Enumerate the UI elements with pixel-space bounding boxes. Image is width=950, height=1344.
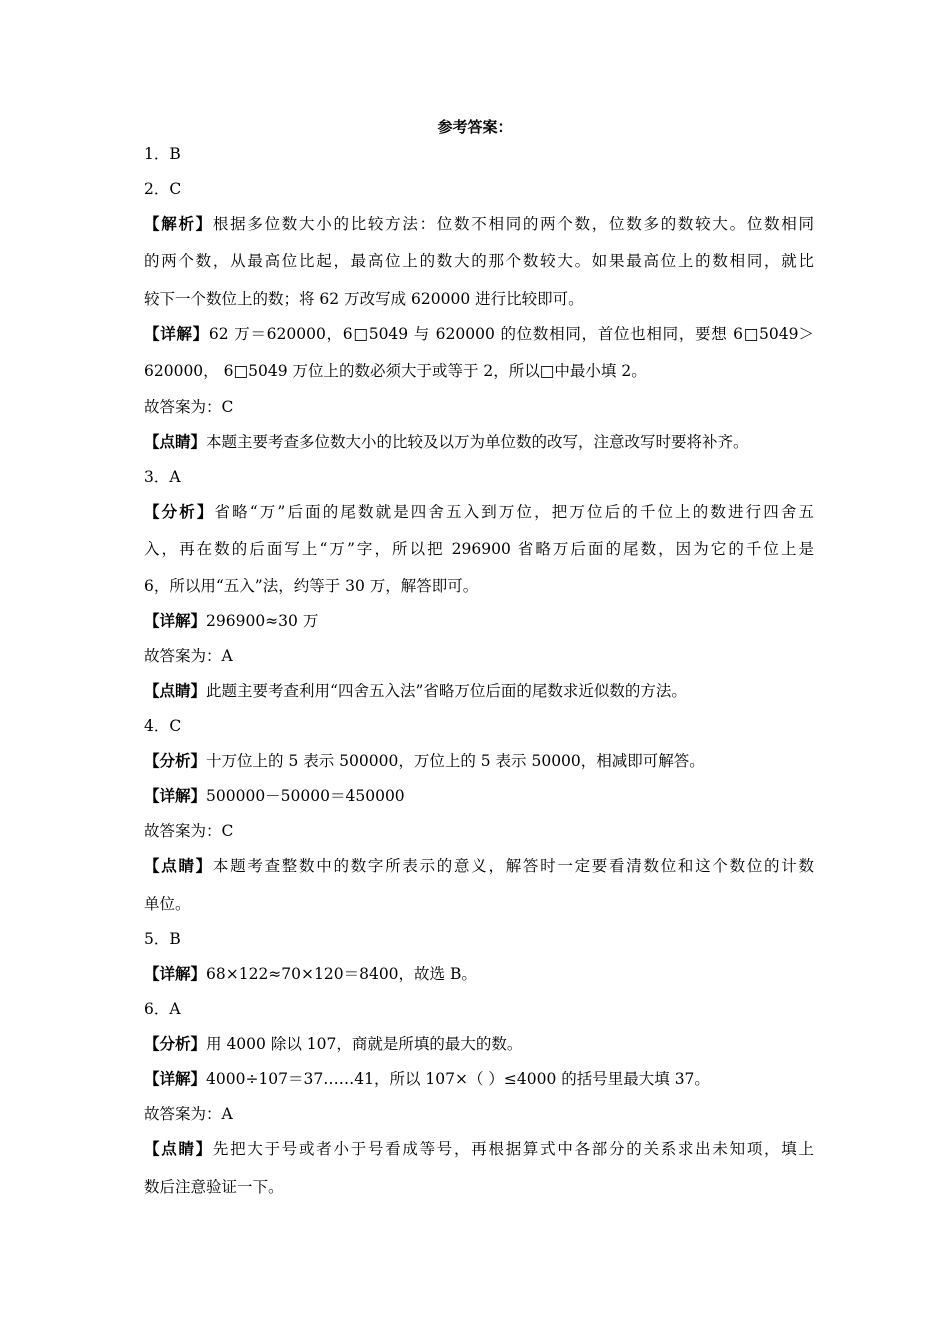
analysis-line-cont: 入，再在数的后面写上“万”字，所以把 296900 省略万后面的尾数，因为它的千位上是	[144, 540, 814, 558]
analysis-line: 【分析】十万位上的 5 表示 500000，万位上的 5 表示 50000，相减即可解答。	[144, 751, 705, 770]
answer-conclusion: 故答案为：C	[144, 822, 234, 840]
detail-tag: 【详解】	[144, 324, 209, 343]
detail-tag: 【详解】	[144, 786, 207, 805]
detail-tag: 【详解】	[144, 1069, 207, 1088]
analysis-line: 【分析】省略“万”后面的尾数就是四舍五入到万位，把万位后的千位上的数进行四舍五	[144, 502, 814, 521]
comment-tag: 【点睛】	[144, 432, 207, 451]
page-title: 参考答案：	[437, 118, 513, 136]
detail-line: 【详解】296900≈30 万	[144, 611, 319, 630]
answer-line-1: 1．B	[144, 145, 181, 163]
analysis-tag: 【分析】	[144, 751, 207, 770]
comment-line: 【点睛】本题考查整数中的数字所表示的意义，解答时一定要看清数位和这个数位的计数	[144, 856, 814, 875]
comment-line: 【点睛】本题主要考查多位数大小的比较及以万为单位数的改写，注意改写时要将补齐。	[144, 432, 749, 451]
analysis-tag: 【分析】	[144, 502, 215, 521]
comment-tag: 【点睛】	[144, 856, 213, 875]
analysis-line: 【分析】用 4000 除以 107，商就是所填的最大的数。	[144, 1034, 523, 1053]
comment-line-cont: 单位。	[144, 895, 191, 913]
answer-conclusion: 故答案为：A	[144, 647, 233, 665]
answer-line-2: 2．C	[144, 180, 182, 198]
comment-line: 【点睛】此题主要考查利用“四舍五入法”省略万位后面的尾数求近似数的方法。	[144, 681, 687, 700]
answer-line-3: 3．A	[144, 468, 181, 486]
detail-line: 【详解】62 万＝620000，6□5049 与 620000 的位数相同，首位也相同，要想 6□5049＞	[144, 324, 814, 343]
analysis-line-cont: 6，所以用“五入”法，约等于 30 万，解答即可。	[144, 577, 479, 595]
comment-line-cont: 数后注意验证一下。	[144, 1178, 284, 1196]
comment-tag: 【点睛】	[144, 681, 207, 700]
comment-tag: 【点睛】	[144, 1139, 213, 1158]
detail-line-cont: 620000， 6□5049 万位上的数必须大于或等于 2，所以□中最小填 2。	[144, 362, 647, 380]
answer-line-4: 4．C	[144, 717, 182, 735]
detail-line: 【详解】4000÷107＝37……41，所以 107×（ ）≤4000 的括号里最大填 37。	[144, 1069, 710, 1088]
analysis-tag: 【解析】	[144, 214, 213, 233]
answer-line-5: 5．B	[144, 930, 181, 948]
answer-line-6: 6．A	[144, 1000, 181, 1018]
comment-line: 【点睛】先把大于号或者小于号看成等号，再根据算式中各部分的关系求出未知项，填上	[144, 1139, 814, 1158]
detail-tag: 【详解】	[144, 611, 207, 630]
analysis-line-cont: 的两个数，从最高位比起，最高位上的数大的那个数较大。如果最高位上的数相同，就比	[144, 252, 814, 270]
detail-line: 【详解】500000－50000＝450000	[144, 786, 405, 805]
analysis-line: 【解析】根据多位数大小的比较方法：位数不相同的两个数，位数多的数较大。位数相同	[144, 214, 814, 233]
answer-conclusion: 故答案为：C	[144, 398, 234, 416]
analysis-tag: 【分析】	[144, 1034, 207, 1053]
analysis-line-cont: 较下一个数位上的数；将 62 万改写成 620000 进行比较即可。	[144, 290, 584, 308]
answer-conclusion: 故答案为：A	[144, 1105, 233, 1123]
detail-tag: 【详解】	[144, 964, 207, 983]
detail-line: 【详解】68×122≈70×120＝8400，故选 B。	[144, 964, 477, 983]
